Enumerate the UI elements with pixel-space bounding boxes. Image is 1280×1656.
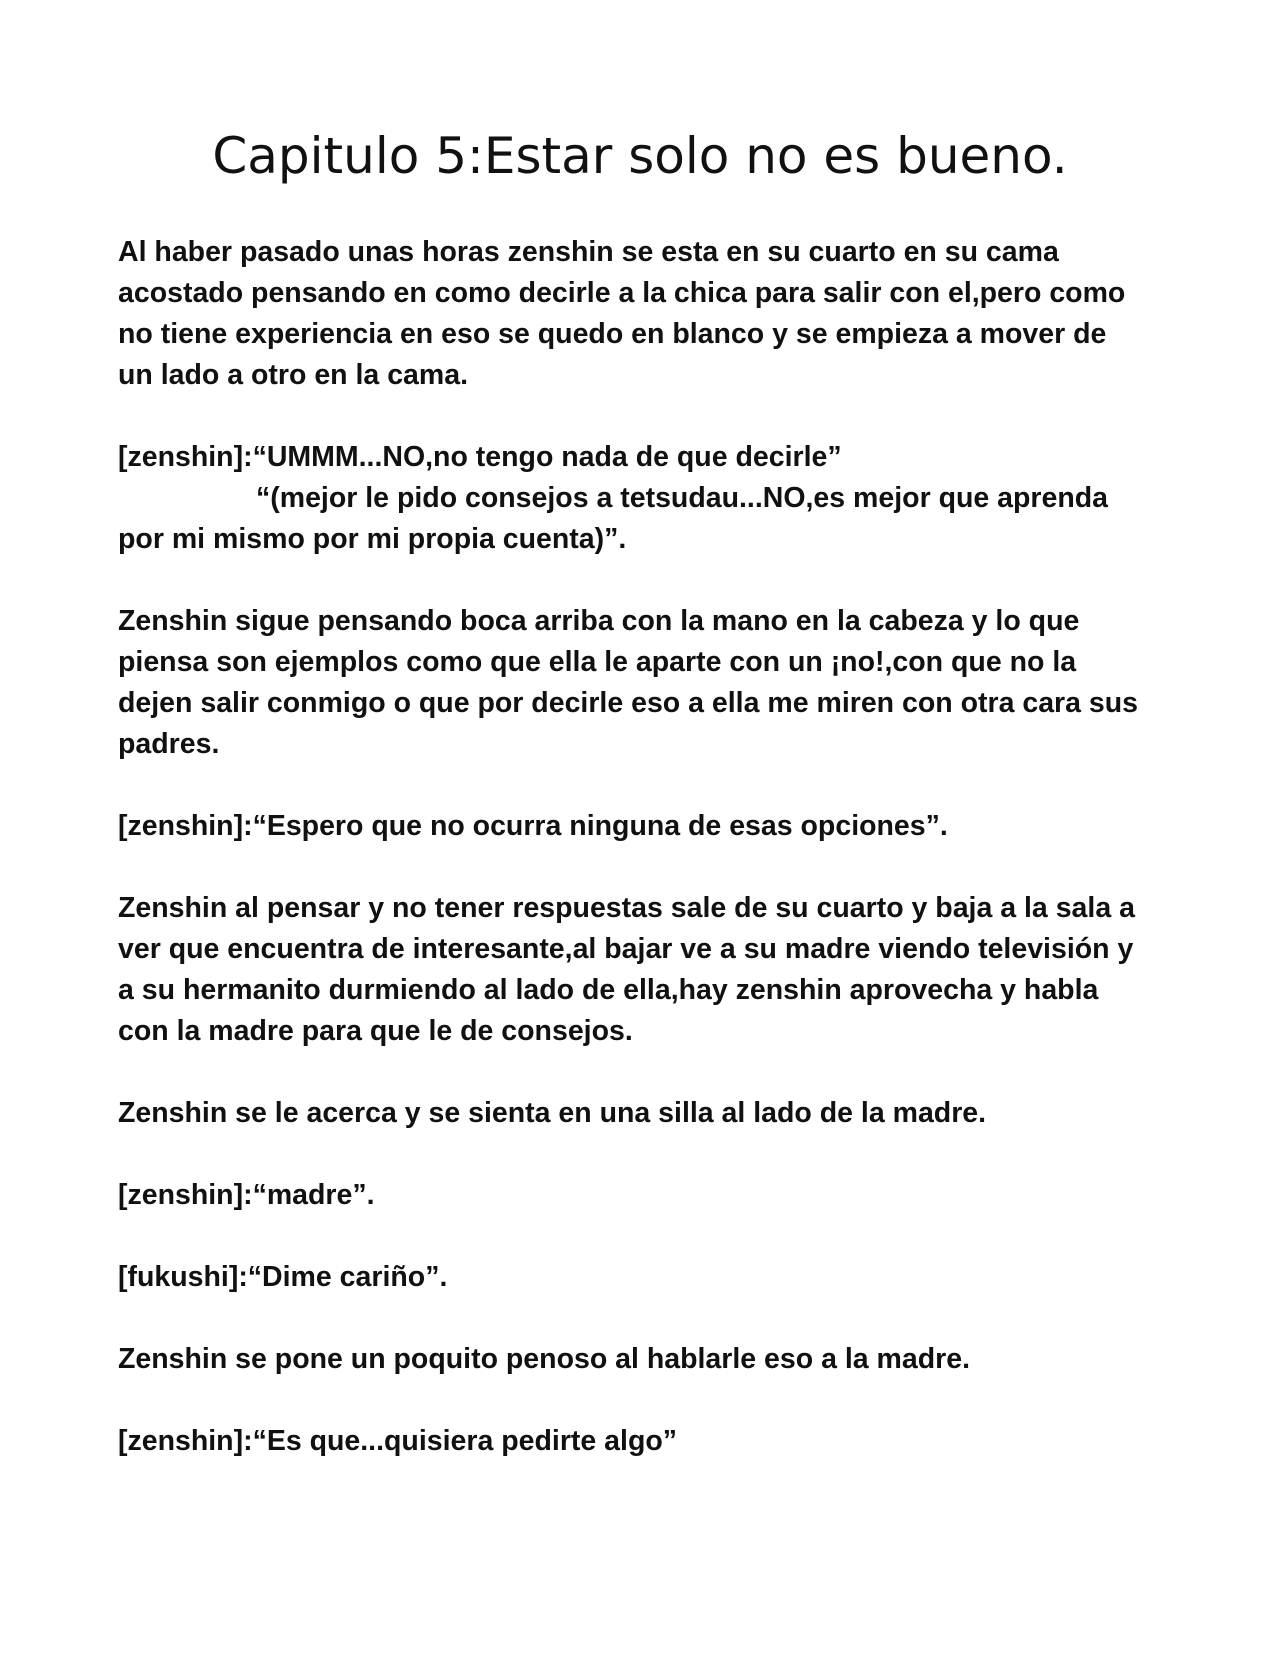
dialogue-line: [fukushi]:“Dime cariño”. xyxy=(118,1261,448,1293)
chapter-title: Capitulo 5:Estar solo no es bueno. xyxy=(212,127,1068,185)
paragraph-10 xyxy=(118,1421,1178,1462)
paragraph-4 xyxy=(118,806,1178,847)
text-line: Al haber pasado unas horas zenshin se esta en su cuarto en su cama xyxy=(118,236,1059,268)
text-line: padres. xyxy=(118,728,220,760)
dialogue-line: [zenshin]:“madre”. xyxy=(118,1179,375,1211)
dialogue-line: [zenshin]:“Espero que no ocurra ninguna de esas opciones”. xyxy=(118,810,948,842)
text-line: un lado a otro en la cama. xyxy=(118,359,469,391)
text-line: acostado pensando en como decirle a la chica para salir con el,pero como xyxy=(118,277,1126,309)
text-line: con la madre para que le de consejos. xyxy=(118,1015,633,1047)
text-line: a su hermanito durmiendo al lado de ella,hay zenshin aprovecha y habla xyxy=(118,974,1099,1006)
paragraph-9 xyxy=(118,1339,1178,1380)
paragraph-2 xyxy=(118,437,1178,560)
paragraph-6 xyxy=(118,1093,1178,1134)
paragraph-7 xyxy=(118,1175,1178,1216)
text-line: Zenshin se le acerca y se sienta en una silla al lado de la madre. xyxy=(118,1097,987,1129)
text-line: piensa son ejemplos como que ella le aparte con un ¡no!,con que no la xyxy=(118,646,1077,678)
thought-line: “(mejor le pido consejos a tetsudau...NO,es mejor que aprenda xyxy=(256,482,1109,514)
text-line: Zenshin sigue pensando boca arriba con la mano en la cabeza y lo que xyxy=(118,605,1080,637)
text-line: ver que encuentra de interesante,al bajar ve a su madre viendo televisión y xyxy=(118,933,1134,965)
text-line: no tiene experiencia en eso se quedo en blanco y se empieza a mover de xyxy=(118,318,1107,350)
paragraph-3 xyxy=(118,601,1178,765)
dialogue-line: [zenshin]:“UMMM...NO,no tengo nada de que decirle” xyxy=(118,441,842,473)
thought-line: por mi mismo por mi propia cuenta)”. xyxy=(118,523,627,555)
text-line: Zenshin se pone un poquito penoso al hablarle eso a la madre. xyxy=(118,1343,970,1375)
paragraph-8 xyxy=(118,1257,1178,1298)
text-line: dejen salir conmigo o que por decirle eso a ella me miren con otra cara sus xyxy=(118,687,1139,719)
dialogue-line: [zenshin]:“Es que...quisiera pedirte algo” xyxy=(118,1425,678,1457)
chapter-body xyxy=(118,232,1178,1503)
text-line: Zenshin al pensar y no tener respuestas sale de su cuarto y baja a la sala a xyxy=(118,892,1135,924)
paragraph-5 xyxy=(118,888,1178,1052)
paragraph-1 xyxy=(118,232,1178,396)
